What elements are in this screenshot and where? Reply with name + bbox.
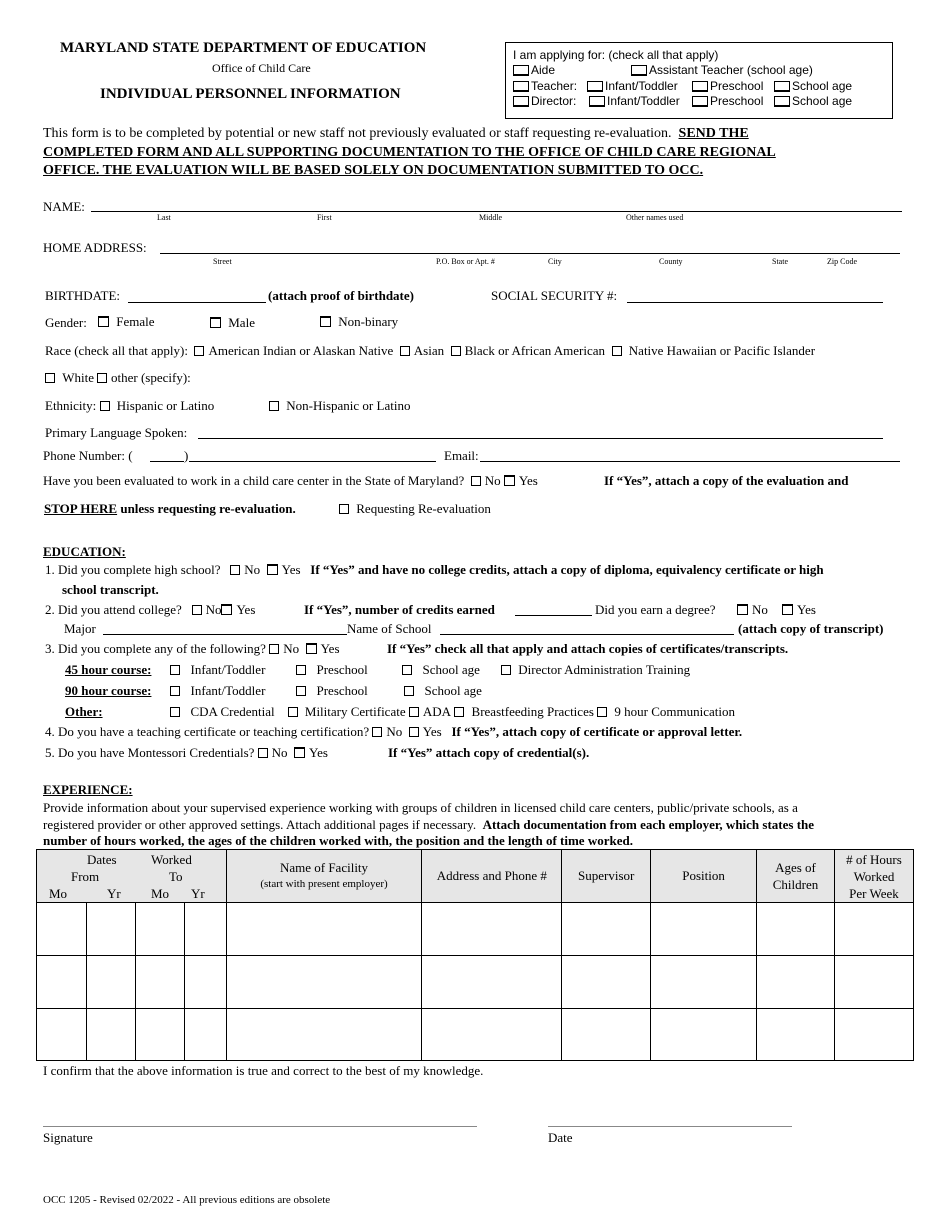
race-black-checkbox[interactable] [451, 346, 461, 356]
degree-yes-option[interactable] [782, 602, 816, 618]
race-white-label: White [62, 370, 95, 385]
ssn-input-line[interactable] [627, 302, 883, 303]
edu-q4-yes-checkbox[interactable] [409, 727, 419, 737]
military-checkbox[interactable] [288, 707, 298, 717]
ada-label: ADA [422, 704, 452, 719]
h45-infant-checkbox[interactable] [170, 665, 180, 675]
edu-q5: 5. Do you have Montessori Credentials? [45, 745, 255, 760]
other-options-row [170, 704, 735, 720]
from-mo-cell[interactable] [37, 903, 87, 956]
from-mo-header: Mo [49, 885, 68, 901]
teacher-infant-option[interactable] [587, 79, 678, 93]
from-header: From [71, 868, 100, 884]
teacher-preschool-checkbox[interactable] [692, 81, 708, 92]
email-label: Email: [444, 448, 479, 463]
gender-male-option[interactable] [210, 315, 255, 331]
director-schoolage-checkbox[interactable] [774, 96, 790, 107]
edu-q5-no-label: No [271, 745, 288, 760]
assistant-teacher-label: Assistant Teacher (school age) [649, 63, 813, 77]
h90-preschool-checkbox[interactable] [296, 686, 306, 696]
director-preschool-checkbox[interactable] [692, 96, 708, 107]
breastfeeding-checkbox[interactable] [454, 707, 464, 717]
edu-q3: 3. Did you complete any of the following? [45, 641, 266, 656]
from-yr-header: Yr [107, 885, 121, 901]
edu-q1-no-label: No [244, 562, 261, 577]
signature-line[interactable] [43, 1126, 477, 1127]
hispanic-label: Hispanic or Latino [116, 398, 215, 413]
to-yr-cell[interactable] [184, 956, 226, 1009]
experience-line-2-plain: registered provider or other approved settings. Attach additional pages if necessary. [43, 817, 477, 832]
evaluated-yes-label: Yes [518, 473, 538, 488]
teacher-infant-checkbox[interactable] [587, 81, 603, 92]
to-header: To [169, 868, 183, 884]
assistant-teacher-option[interactable] [631, 63, 813, 77]
edu-q3-no-checkbox[interactable] [269, 644, 279, 654]
director-option [513, 94, 576, 108]
director-infant-checkbox[interactable] [589, 96, 605, 107]
race-american-indian-label: American Indian or Alaskan Native [208, 343, 394, 358]
intro-plain: This form is to be completed by potential or new staff not previously evaluated or staff requesting re-evaluation. [43, 126, 672, 141]
edu-q2: 2. Did you attend college? [45, 602, 182, 617]
requesting-reevaluation-label: Requesting Re-evaluation [356, 501, 491, 516]
unless-text: unless requesting re-evaluation. [120, 501, 296, 516]
to-mo-header: Mo [151, 885, 170, 901]
date-line[interactable] [548, 1126, 792, 1127]
experience-line-3: number of hours worked, the ages of the children worked with, the position and the length of time worked. [43, 833, 633, 848]
edu-q4-no-label: No [386, 724, 403, 739]
edu-q1-no-checkbox[interactable] [230, 565, 240, 575]
date-label: Date [548, 1130, 573, 1145]
facility-cell[interactable] [226, 1009, 422, 1061]
edu-q4-note: If “Yes”, attach copy of certificate or approval letter. [451, 724, 743, 739]
edu-q2-note: If “Yes”, number of credits earned [304, 602, 495, 617]
ages-header-2: Children [772, 877, 819, 892]
hours-header [834, 850, 913, 903]
male-label: Male [228, 315, 255, 330]
teacher-label: Teacher [531, 79, 574, 93]
director-preschool-label: Preschool [710, 94, 764, 108]
phone-paren: ) [184, 448, 189, 463]
ages-cell[interactable] [757, 903, 835, 956]
race-asian-label: Asian [413, 343, 445, 358]
degree-yes-label: Yes [797, 602, 816, 617]
nine-hour-label: 9 hour Communication [614, 704, 736, 719]
non-hispanic-label: Non-Hispanic or Latino [286, 398, 411, 413]
edu-q3-yes-label: Yes [320, 641, 340, 656]
teacher-schoolage-option[interactable] [774, 79, 852, 93]
birthdate-note: (attach proof of birthdate) [268, 288, 414, 303]
to-mo-cell[interactable] [135, 903, 184, 956]
hours-cell[interactable] [834, 903, 913, 956]
major-input-line[interactable] [103, 634, 347, 635]
evaluated-no-label: No [484, 473, 501, 488]
h90-preschool-option[interactable] [296, 683, 368, 699]
address-label: HOME ADDRESS: [43, 240, 147, 255]
h90-infant-checkbox[interactable] [170, 686, 180, 696]
supervisor-header: Supervisor [562, 850, 651, 903]
h90-label: 90 hour course: [65, 683, 152, 698]
race-black-label: Black or African American [464, 343, 606, 358]
edu-q2-no-checkbox[interactable] [192, 605, 202, 615]
edu-q2-degree: Did you earn a degree? [595, 602, 716, 617]
edu-q3-no-label: No [283, 641, 300, 656]
edu-q1-note: If “Yes” and have no college credits, attach a copy of diploma, equivalency certificate or high [310, 562, 824, 577]
experience-heading: EXPERIENCE: [43, 782, 133, 797]
director-label: Director [531, 94, 574, 108]
edu-q5-row [45, 745, 328, 761]
edu-q4: 4. Do you have a teaching certificate or teaching certification? [45, 724, 370, 739]
address-sub-city: City [548, 257, 562, 266]
race-other-checkbox[interactable] [97, 373, 107, 383]
office-name: Office of Child Care [212, 61, 311, 75]
female-label: Female [116, 314, 155, 329]
address-cell[interactable] [422, 903, 562, 956]
address-sub-street: Street [213, 257, 232, 266]
education-heading: EDUCATION: [43, 544, 126, 559]
address-input-line[interactable] [160, 253, 900, 254]
table-row [37, 903, 914, 956]
ada-checkbox[interactable] [409, 707, 419, 717]
name-sub-last: Last [157, 213, 171, 222]
name-label: NAME: [43, 199, 85, 214]
director-colon: : [573, 94, 577, 108]
name-input-line[interactable] [91, 211, 902, 212]
table-row [37, 1009, 914, 1061]
race-row-2 [45, 370, 191, 386]
hours-cell[interactable] [834, 956, 913, 1009]
h45-label: 45 hour course: [65, 662, 152, 677]
experience-line-2 [43, 817, 814, 833]
edu-q2-no-label: No [205, 602, 222, 617]
phone-area-line[interactable] [150, 461, 184, 462]
non-hispanic-checkbox[interactable] [269, 401, 279, 411]
facility-header [226, 850, 422, 903]
evaluated-row [43, 473, 538, 489]
h45-preschool-checkbox[interactable] [296, 665, 306, 675]
cda-label: CDA Credential [190, 704, 275, 719]
h90-schoolage-option[interactable] [404, 683, 482, 699]
to-yr-cell[interactable] [184, 1009, 226, 1061]
aide-label: Aide [531, 63, 556, 77]
teacher-checkbox[interactable] [513, 81, 529, 92]
teacher-schoolage-checkbox[interactable] [774, 81, 790, 92]
position-cell[interactable] [651, 1009, 757, 1061]
edu-q5-yes-checkbox[interactable] [294, 747, 305, 758]
to-yr-header: Yr [191, 885, 205, 901]
form-title: INDIVIDUAL PERSONNEL INFORMATION [100, 86, 401, 102]
ages-header-1: Ages of [775, 860, 816, 875]
edu-q5-no-checkbox[interactable] [258, 748, 268, 758]
requesting-reevaluation-option[interactable] [339, 501, 491, 517]
director-infant-label: Infant/Toddler [607, 94, 680, 108]
nine-hour-checkbox[interactable] [597, 707, 607, 717]
male-checkbox[interactable] [210, 317, 221, 328]
language-input-line[interactable] [198, 438, 883, 439]
teacher-colon: : [573, 79, 578, 93]
degree-no-label: No [752, 602, 768, 617]
major-label: Major [64, 621, 96, 636]
evaluated-no-checkbox[interactable] [471, 476, 481, 486]
non-hispanic-option[interactable] [269, 398, 410, 414]
degree-yes-checkbox[interactable] [782, 604, 793, 615]
edu-q4-no-checkbox[interactable] [372, 727, 382, 737]
to-yr-cell[interactable] [184, 903, 226, 956]
phone-input-line[interactable] [189, 461, 436, 462]
intro-bold-3: OFFICE. THE EVALUATION WILL BE BASED SOLELY ON DOCUMENTATION SUBMITTED TO OCC. [43, 163, 704, 178]
assistant-teacher-checkbox[interactable] [631, 65, 647, 76]
to-mo-cell[interactable] [135, 956, 184, 1009]
to-mo-cell[interactable] [135, 1009, 184, 1061]
h45-infant-label: Infant/Toddler [190, 662, 266, 677]
from-yr-cell[interactable] [86, 1009, 135, 1061]
name-sub-first: First [317, 213, 332, 222]
requesting-reevaluation-checkbox[interactable] [339, 504, 349, 514]
stop-here-row [44, 501, 296, 517]
h90-schoolage-label: School age [424, 683, 482, 698]
race-other-label: other (specify): [111, 370, 191, 385]
h45-director-checkbox[interactable] [501, 665, 511, 675]
evaluated-note: If “Yes”, attach a copy of the evaluation and [604, 473, 849, 488]
h45-schoolage-checkbox[interactable] [402, 665, 412, 675]
experience-table [36, 849, 914, 1061]
race-white-checkbox[interactable] [45, 373, 55, 383]
birthdate-label: BIRTHDATE: [45, 288, 121, 303]
school-label: Name of School [347, 621, 432, 636]
language-label: Primary Language Spoken: [45, 425, 188, 440]
position-cell[interactable] [651, 903, 757, 956]
signature-label: Signature [43, 1130, 93, 1145]
degree-no-option[interactable] [737, 602, 768, 618]
race-american-indian-checkbox[interactable] [194, 346, 204, 356]
agency-name: MARYLAND STATE DEPARTMENT OF EDUCATION [60, 40, 427, 56]
facility-header-sub: (start with present employer) [260, 878, 388, 890]
ages-cell[interactable] [757, 1009, 835, 1061]
worked-header: Worked [151, 851, 192, 867]
from-yr-cell[interactable] [86, 956, 135, 1009]
edu-q1: 1. Did you complete high school? [45, 562, 221, 577]
address-cell[interactable] [422, 956, 562, 1009]
ethnicity-row [45, 398, 214, 414]
h45-schoolage-option[interactable] [402, 662, 480, 678]
ages-header [757, 850, 835, 903]
address-cell[interactable] [422, 1009, 562, 1061]
aide-option[interactable] [513, 63, 555, 77]
h45-schoolage-label: School age [422, 662, 480, 677]
edu-q1-yes-checkbox[interactable] [267, 564, 278, 575]
aide-checkbox[interactable] [513, 65, 529, 76]
degree-no-checkbox[interactable] [737, 604, 748, 615]
applying-for-heading: I am applying for: (check all that apply) [513, 48, 719, 62]
h90-infant-option[interactable] [170, 683, 265, 699]
cda-checkbox[interactable] [170, 707, 180, 717]
race-hawaiian-checkbox[interactable] [612, 346, 622, 356]
teacher-preschool-label: Preschool [710, 79, 764, 93]
edu-q5-note: If “Yes” attach copy of credential(s). [388, 745, 590, 760]
gender-female-option[interactable] [98, 314, 155, 330]
phone-label: Phone Number: ( [43, 448, 133, 463]
name-sub-middle: Middle [479, 213, 503, 222]
military-label: Military Certificate [304, 704, 406, 719]
supervisor-cell[interactable] [562, 903, 651, 956]
intro-bold-1: SEND THE [678, 126, 749, 141]
edu-q2-yes-label: Yes [236, 602, 256, 617]
edu-q3-note: If “Yes” check all that apply and attach copies of certificates/transcripts. [387, 641, 789, 656]
hours-header-3: Per Week [849, 885, 899, 901]
director-preschool-option[interactable] [692, 94, 763, 108]
edu-q1-row [45, 562, 824, 578]
transcript-note: (attach copy of transcript) [738, 621, 884, 636]
intro-line-1 [43, 126, 749, 142]
race-label: Race (check all that apply): [45, 343, 188, 358]
edu-q2-row [45, 602, 255, 618]
race-hawaiian-label: Native Hawaiian or Pacific Islander [628, 343, 816, 358]
h45-director-label: Director Administration Training [518, 662, 691, 677]
hours-header-2: Worked [853, 868, 895, 884]
form-footer: OCC 1205 - Revised 02/2022 - All previous editions are obsolete [43, 1194, 331, 1206]
evaluated-question: Have you been evaluated to work in a child care center in the State of Maryland? [43, 473, 465, 488]
teacher-option [513, 79, 577, 93]
other-label: Other: [65, 704, 103, 719]
dates-header: Dates [87, 851, 117, 867]
name-sub-other: Other names used [626, 213, 684, 222]
supervisor-cell[interactable] [562, 1009, 651, 1061]
ethnicity-label: Ethnicity: [45, 398, 97, 413]
applying-for-box [505, 42, 893, 119]
address-sub-zip: Zip Code [827, 257, 857, 266]
gender-nonbinary-option[interactable] [320, 314, 398, 330]
director-checkbox[interactable] [513, 96, 529, 107]
hispanic-checkbox[interactable] [100, 401, 110, 411]
nonbinary-checkbox[interactable] [320, 316, 331, 327]
evaluated-yes-checkbox[interactable] [504, 475, 515, 486]
edu-q3-yes-checkbox[interactable] [306, 643, 317, 654]
teacher-infant-label: Infant/Toddler [605, 79, 678, 93]
nonbinary-label: Non-binary [338, 314, 399, 329]
dates-worked-header [37, 850, 227, 903]
h90-preschool-label: Preschool [316, 683, 368, 698]
intro-bold-2: COMPLETED FORM AND ALL SUPPORTING DOCUMENTATION TO THE OFFICE OF CHILD CARE REGIONAL [43, 145, 776, 160]
ssn-label: SOCIAL SECURITY #: [491, 288, 618, 303]
h45-infant-option[interactable] [170, 662, 265, 678]
h90-schoolage-checkbox[interactable] [404, 686, 414, 696]
hours-header-1: # of Hours [846, 851, 902, 867]
birthdate-input-line[interactable] [128, 302, 266, 303]
experience-header-row [37, 850, 914, 903]
edu-q4-row [45, 724, 742, 740]
supervisor-cell[interactable] [562, 956, 651, 1009]
school-input-line[interactable] [440, 634, 734, 635]
h90-infant-label: Infant/Toddler [190, 683, 266, 698]
position-cell[interactable] [651, 956, 757, 1009]
race-asian-checkbox[interactable] [400, 346, 410, 356]
address-sub-state: State [772, 257, 788, 266]
experience-line-1: Provide information about your supervised experience working with groups of children in licensed child care centers, public/private schools, as a [43, 800, 798, 815]
edu-q3-row [45, 641, 340, 657]
from-yr-cell[interactable] [86, 903, 135, 956]
from-mo-cell[interactable] [37, 956, 87, 1009]
position-header: Position [651, 850, 757, 903]
h45-preschool-label: Preschool [316, 662, 368, 677]
address-sub-po: P.O. Box or Apt. # [436, 257, 495, 266]
experience-line-2-bold: Attach documentation from each employer, which states the [482, 817, 815, 832]
breastfeeding-label: Breastfeeding Practices [471, 704, 594, 719]
facility-cell[interactable] [226, 956, 422, 1009]
email-input-line[interactable] [480, 461, 900, 462]
stop-here: STOP HERE [44, 501, 118, 516]
ages-cell[interactable] [757, 956, 835, 1009]
director-infant-option[interactable] [589, 94, 680, 108]
edu-q2-yes-checkbox[interactable] [221, 604, 232, 615]
hours-cell[interactable] [834, 1009, 913, 1061]
director-schoolage-label: School age [792, 94, 853, 108]
facility-cell[interactable] [226, 903, 422, 956]
table-row [37, 956, 914, 1009]
from-mo-cell[interactable] [37, 1009, 87, 1061]
address-header: Address and Phone # [422, 850, 562, 903]
facility-header-label: Name of Facility [279, 860, 369, 875]
race-row-1 [45, 343, 815, 359]
edu-q1-note-2: school transcript. [62, 582, 159, 597]
teacher-preschool-option[interactable] [692, 79, 763, 93]
director-schoolage-option[interactable] [774, 94, 852, 108]
credits-input-line[interactable] [515, 615, 592, 616]
h45-director-option[interactable] [501, 662, 690, 678]
gender-label: Gender: [45, 315, 87, 330]
edu-q4-yes-label: Yes [422, 724, 442, 739]
edu-q1-yes-label: Yes [281, 562, 301, 577]
edu-q5-yes-label: Yes [309, 745, 328, 760]
female-checkbox[interactable] [98, 316, 109, 327]
teacher-schoolage-label: School age [792, 79, 853, 93]
confirm-statement: I confirm that the above information is true and correct to the best of my knowledge. [43, 1063, 484, 1078]
h45-preschool-option[interactable] [296, 662, 368, 678]
address-sub-county: County [659, 257, 683, 266]
